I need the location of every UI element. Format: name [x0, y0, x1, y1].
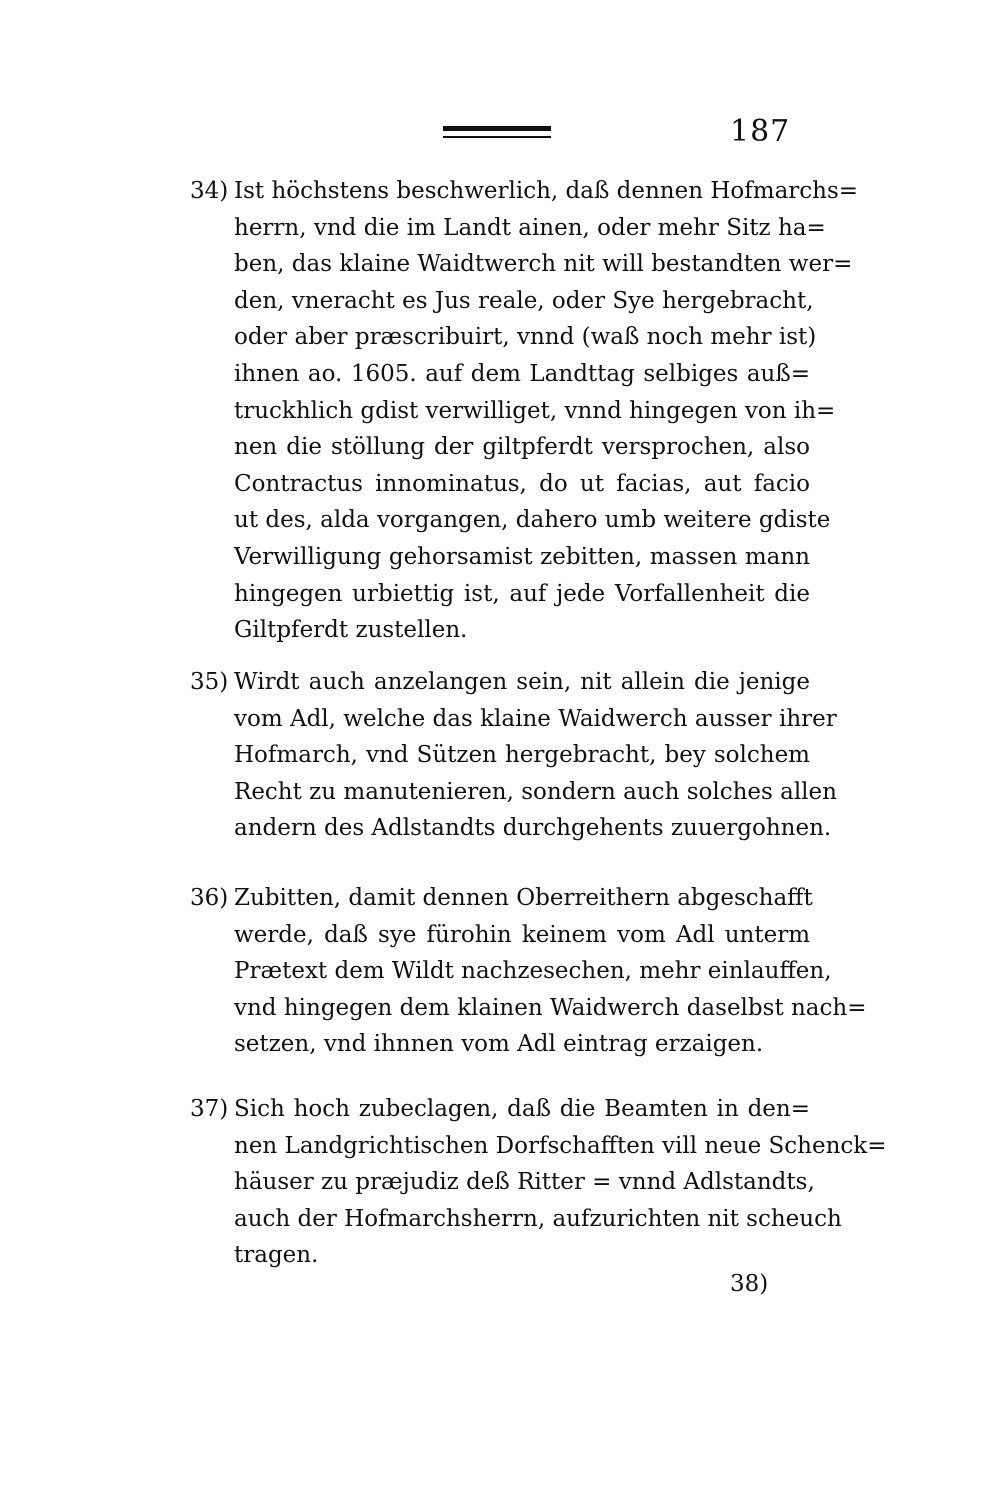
paragraph-36: [190, 880, 867, 1063]
text-line: nen Landgrichtischen Dorfschafften vill neue Schenck=: [234, 1132, 887, 1159]
text-line: herrn, vnd die im Landt ainen, oder mehr Sitz ha=: [234, 214, 826, 241]
page-number: 187: [730, 114, 791, 149]
catchword: 38): [730, 1271, 769, 1297]
text-line: andern des Adlstandts durchgehents zuuergohnen.: [234, 815, 832, 842]
text-line: Prætext dem Wildt nachzesechen, mehr einlauffen,: [234, 958, 832, 985]
paragraph-number: 36): [190, 885, 229, 911]
paragraph-number: 34): [190, 178, 229, 204]
header-ornament-rule: [443, 126, 551, 144]
text-line: ben, das klaine Waidtwerch nit will bestandten wer=: [234, 251, 853, 278]
text-line: Sich hoch zubeclagen, daß die Beamten in den=: [234, 1096, 810, 1122]
text-line: ut des, alda vorgangen, dahero umb weitere gdiste: [234, 507, 831, 534]
text-line: vom Adl, welche das klaine Waidwerch ausser ihrer: [234, 705, 837, 732]
header-rule-thin-bar: [443, 136, 551, 138]
text-line: tragen.: [234, 1242, 319, 1269]
text-line: Recht zu manutenieren, sondern auch solches allen: [234, 778, 837, 805]
text-line: truckhlich gdist verwilliget, vnnd hingegen von ih=: [234, 397, 836, 424]
text-line: werde, daß sye fürohin keinem vom Adl unterm: [234, 921, 810, 948]
text-line: nen die stöllung der giltpferdt versprochen, also: [234, 434, 810, 461]
text-line: Hofmarch, vnd Sützen hergebracht, bey solchem: [234, 742, 810, 769]
text-line: Ist höchstens beschwerlich, daß dennen Hofmarchs=: [234, 178, 859, 204]
text-line: den, vneracht es Jus reale, oder Sye hergebracht,: [234, 287, 814, 314]
text-line: Verwilligung gehorsamist zebitten, massen mann: [234, 543, 810, 570]
header-rule-thick-bar: [443, 126, 551, 131]
text-line: Contractus innominatus, do ut facias, aut facio: [234, 470, 810, 497]
paragraph-number: 37): [190, 1096, 229, 1122]
paragraph-35: [190, 664, 837, 847]
text-line: Zubitten, damit dennen Oberreithern abgeschafft: [234, 885, 813, 911]
text-line: hingegen urbiettig ist, auf jede Vorfallenheit die: [234, 580, 810, 607]
paragraph-37: [190, 1091, 887, 1274]
text-line: ihnen ao. 1605. auf dem Landttag selbiges auß=: [234, 360, 810, 387]
paragraph-34: [190, 173, 859, 649]
text-line: setzen, vnd ihnnen vom Adl eintrag erzaigen.: [234, 1031, 764, 1058]
text-line: häuser zu præjudiz deß Ritter = vnnd Adlstandts,: [234, 1169, 815, 1196]
text-line: Wirdt auch anzelangen sein, nit allein die jenige: [234, 669, 810, 695]
text-line: vnd hingegen dem klainen Waidwerch daselbst nach=: [234, 994, 867, 1021]
paragraph-number: 35): [190, 669, 229, 695]
text-line: Giltpferdt zustellen.: [234, 617, 468, 644]
text-line: auch der Hofmarchsherrn, aufzurichten nit scheuch: [234, 1205, 842, 1232]
text-line: oder aber præscribuirt, vnnd (waß noch mehr ist): [234, 324, 817, 351]
